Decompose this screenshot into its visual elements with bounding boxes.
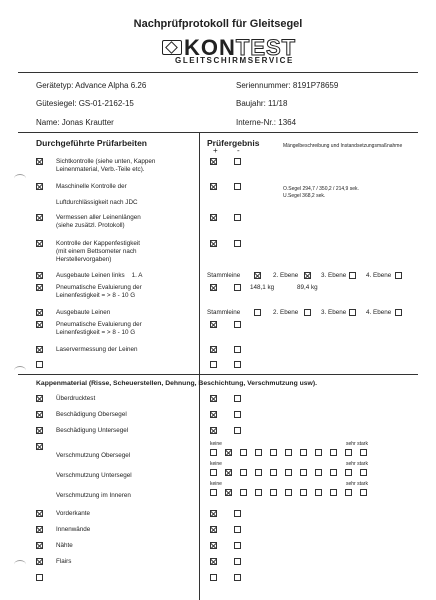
row-checkbox[interactable] [36, 427, 43, 434]
stammleine-label: Stammleine [207, 272, 241, 279]
scale-checkbox[interactable] [345, 449, 352, 456]
result-minus-checkbox[interactable] [234, 526, 241, 533]
scale-checkbox[interactable] [270, 489, 277, 496]
result-plus-checkbox[interactable] [210, 510, 217, 517]
row-label: Pneumatische Evaluierung der Leinenfestigkeit = > 8 - 10 G [56, 284, 142, 299]
result-plus-checkbox[interactable] [210, 526, 217, 533]
result-plus-checkbox[interactable] [210, 558, 217, 565]
scale-checkbox[interactable] [225, 489, 232, 496]
value-2: 89,4 kg [297, 284, 318, 291]
result-minus-checkbox[interactable] [234, 574, 241, 581]
document-title: Nachprüfprotokoll für Gleitsegel [133, 18, 303, 30]
minus-header: - [237, 146, 240, 155]
result-minus-checkbox[interactable] [234, 183, 241, 190]
scale-checkbox[interactable] [285, 489, 292, 496]
col-header-left: Durchgeführte Prüfarbeiten [36, 138, 147, 148]
scale-checkbox[interactable] [360, 489, 367, 496]
interne-nr: Interne-Nr.: 1364 [236, 118, 297, 127]
result-plus-checkbox[interactable] [210, 284, 217, 291]
result-plus-checkbox[interactable] [210, 321, 217, 328]
row-checkbox[interactable] [36, 526, 43, 533]
result-plus-checkbox[interactable] [210, 361, 217, 368]
scale-checkbox[interactable] [210, 469, 217, 476]
row-checkbox[interactable] [36, 411, 43, 418]
scale-checkbox[interactable] [270, 449, 277, 456]
logo-part2: TEST [235, 35, 297, 60]
result-minus-checkbox[interactable] [234, 558, 241, 565]
scale-checkbox[interactable] [330, 489, 337, 496]
row-label: Ausgebaute Leinen [56, 309, 111, 316]
scale-sehr-stark: sehr stark [346, 461, 368, 467]
col-header-right: Prüfergebnis [207, 138, 260, 148]
row-label: Flairs [56, 558, 72, 565]
result-minus-checkbox[interactable] [234, 346, 241, 353]
row-label: Pneumatische Evaluierung der Leinenfestigkeit = > 8 - 10 G [56, 321, 142, 336]
checkbox-stammleine[interactable] [254, 272, 261, 279]
scale-checkbox[interactable] [345, 469, 352, 476]
scale-checkbox[interactable] [360, 449, 367, 456]
result-minus-checkbox[interactable] [234, 158, 241, 165]
row-label: Kontrolle der Kappenfestigkeit (mit einem Bettsometer nach Herstellervorgaben) [56, 240, 141, 263]
row-label: Nähte [56, 542, 73, 549]
checkbox-ebene2[interactable] [304, 272, 311, 279]
result-plus-checkbox[interactable] [210, 158, 217, 165]
checkbox-ebene2-2[interactable] [304, 309, 311, 316]
result-minus-checkbox[interactable] [234, 240, 241, 247]
pilot-name: Name: Jonas Krautter [36, 118, 114, 127]
checkbox-ebene4-2[interactable] [395, 309, 402, 316]
column-divider [199, 132, 200, 600]
scale-checkbox[interactable] [300, 469, 307, 476]
result-plus-checkbox[interactable] [210, 427, 217, 434]
scale-checkbox[interactable] [225, 449, 232, 456]
row-label: Sichtkontrolle (siehe unten, Kappen Leinenmaterial, Verb.-Teile etc). [56, 158, 156, 173]
punch-mark [14, 560, 26, 569]
porosity-o-segel: O.Segel 294,7 / 350,2 / 214,9 sek. [283, 186, 359, 192]
result-minus-checkbox[interactable] [234, 361, 241, 368]
kappe-heading: Kappenmaterial (Risse, Scheuerstellen, Dehnung, Beschichtung, Verschmutzung usw). [36, 380, 317, 387]
result-plus-checkbox[interactable] [210, 214, 217, 221]
row-label: Innenwände [56, 526, 91, 533]
row-checkbox[interactable] [36, 214, 43, 221]
divider [18, 72, 418, 73]
scale-checkbox[interactable] [315, 489, 322, 496]
result-minus-checkbox[interactable] [234, 542, 241, 549]
verschmutzung-label: Verschmutzung im Inneren [56, 492, 131, 499]
scale-checkbox[interactable] [330, 449, 337, 456]
scale-keine: keine [210, 461, 222, 467]
ebene3-label: 3. Ebene [321, 272, 347, 279]
result-minus-checkbox[interactable] [234, 395, 241, 402]
row-checkbox[interactable] [36, 240, 43, 247]
result-minus-checkbox[interactable] [234, 321, 241, 328]
result-minus-checkbox[interactable] [234, 214, 241, 221]
baujahr: Baujahr: 11/18 [236, 99, 288, 108]
scale-checkbox[interactable] [225, 469, 232, 476]
row-label: Überdrucktest [56, 395, 96, 402]
ebene2-label-2: 2. Ebene [273, 309, 299, 316]
row-checkbox[interactable] [36, 574, 43, 581]
plus-header: + [213, 146, 218, 155]
scale-checkbox[interactable] [315, 449, 322, 456]
guetesiegel: Gütesiegel: GS-01-2162-15 [36, 99, 134, 108]
row-label: Vorderkante [56, 510, 90, 517]
result-plus-checkbox[interactable] [210, 183, 217, 190]
scale-checkbox[interactable] [300, 449, 307, 456]
scale-checkbox[interactable] [285, 469, 292, 476]
divider [18, 132, 418, 133]
scale-checkbox[interactable] [330, 469, 337, 476]
ebene3-label-2: 3. Ebene [321, 309, 347, 316]
row-checkbox[interactable] [36, 309, 43, 316]
porosity-u-segel: U.Segel 368,2 sek. [283, 193, 326, 199]
verschmutzung-label: Verschmutzung Obersegel [56, 452, 131, 459]
row-checkbox[interactable] [36, 542, 43, 549]
checkbox-ebene4[interactable] [395, 272, 402, 279]
note-header: Mängelbeschreibung und Instandsetzungsmaßnahme [283, 143, 403, 149]
row-checkbox[interactable] [36, 183, 43, 190]
row-label: Laservermessung der Leinen [56, 346, 138, 353]
row-label: Beschädigung Obersegel [56, 411, 127, 418]
result-minus-checkbox[interactable] [234, 510, 241, 517]
result-plus-checkbox[interactable] [210, 395, 217, 402]
row-checkbox[interactable] [36, 395, 43, 402]
scale-keine: keine [210, 481, 222, 487]
scale-checkbox[interactable] [270, 469, 277, 476]
row-checkbox[interactable] [36, 158, 43, 165]
row-label: Ausgebaute Leinen links 1. A [56, 272, 143, 279]
scale-sehr-stark: sehr stark [346, 481, 368, 487]
punch-mark [14, 366, 26, 375]
scale-checkbox[interactable] [315, 469, 322, 476]
row-checkbox[interactable] [36, 361, 43, 368]
ebene4-label: 4. Ebene [366, 272, 392, 279]
row-checkbox[interactable] [36, 510, 43, 517]
row-label: Vermessen aller Leinenlängen (siehe zusätzl. Protokoll) [56, 214, 141, 229]
scale-checkbox[interactable] [210, 489, 217, 496]
divider [18, 374, 418, 375]
result-plus-checkbox[interactable] [210, 411, 217, 418]
scale-checkbox[interactable] [210, 449, 217, 456]
stammleine-label-2: Stammleine [207, 309, 241, 316]
result-plus-checkbox[interactable] [210, 240, 217, 247]
result-minus-checkbox[interactable] [234, 411, 241, 418]
kontest-logo-icon [162, 40, 182, 55]
scale-sehr-stark: sehr stark [346, 441, 368, 447]
checkbox-stammleine-2[interactable] [254, 309, 261, 316]
scale-checkbox[interactable] [240, 489, 247, 496]
scale-checkbox[interactable] [345, 489, 352, 496]
result-minus-checkbox[interactable] [234, 427, 241, 434]
verschmutzung-label: Verschmutzung Untersegel [56, 472, 132, 479]
logo-subtitle: GLEITSCHIRMSERVICE [175, 56, 294, 65]
scale-checkbox[interactable] [255, 469, 262, 476]
logo-part1: KON [184, 35, 236, 60]
ebene2-label: 2. Ebene [273, 272, 299, 279]
result-minus-checkbox[interactable] [234, 284, 241, 291]
result-plus-checkbox[interactable] [210, 542, 217, 549]
punch-mark [14, 174, 26, 183]
seriennummer: Seriennummer: 8191P78659 [236, 81, 339, 90]
row-checkbox[interactable] [36, 443, 43, 450]
row-checkbox[interactable] [36, 558, 43, 565]
checkbox-ebene3-2[interactable] [349, 309, 356, 316]
row-checkbox[interactable] [36, 346, 43, 353]
result-plus-checkbox[interactable] [210, 346, 217, 353]
scale-checkbox[interactable] [285, 449, 292, 456]
scale-checkbox[interactable] [255, 449, 262, 456]
result-plus-checkbox[interactable] [210, 574, 217, 581]
scale-checkbox[interactable] [255, 489, 262, 496]
row-checkbox[interactable] [36, 272, 43, 279]
scale-keine: keine [210, 441, 222, 447]
row-label: Maschinelle Kontrolle der Luftdurchlässigkeit nach JDC [56, 183, 138, 206]
row-label: Beschädigung Untersegel [56, 427, 129, 434]
row-checkbox[interactable] [36, 321, 43, 328]
ebene4-label-2: 4. Ebene [366, 309, 392, 316]
geraetetyp: Gerätetyp: Advance Alpha 6.26 [36, 81, 147, 90]
scale-checkbox[interactable] [360, 469, 367, 476]
checkbox-ebene3[interactable] [349, 272, 356, 279]
scale-checkbox[interactable] [240, 449, 247, 456]
row-checkbox[interactable] [36, 284, 43, 291]
scale-checkbox[interactable] [300, 489, 307, 496]
value-1: 148,1 kg [250, 284, 275, 291]
scale-checkbox[interactable] [240, 469, 247, 476]
